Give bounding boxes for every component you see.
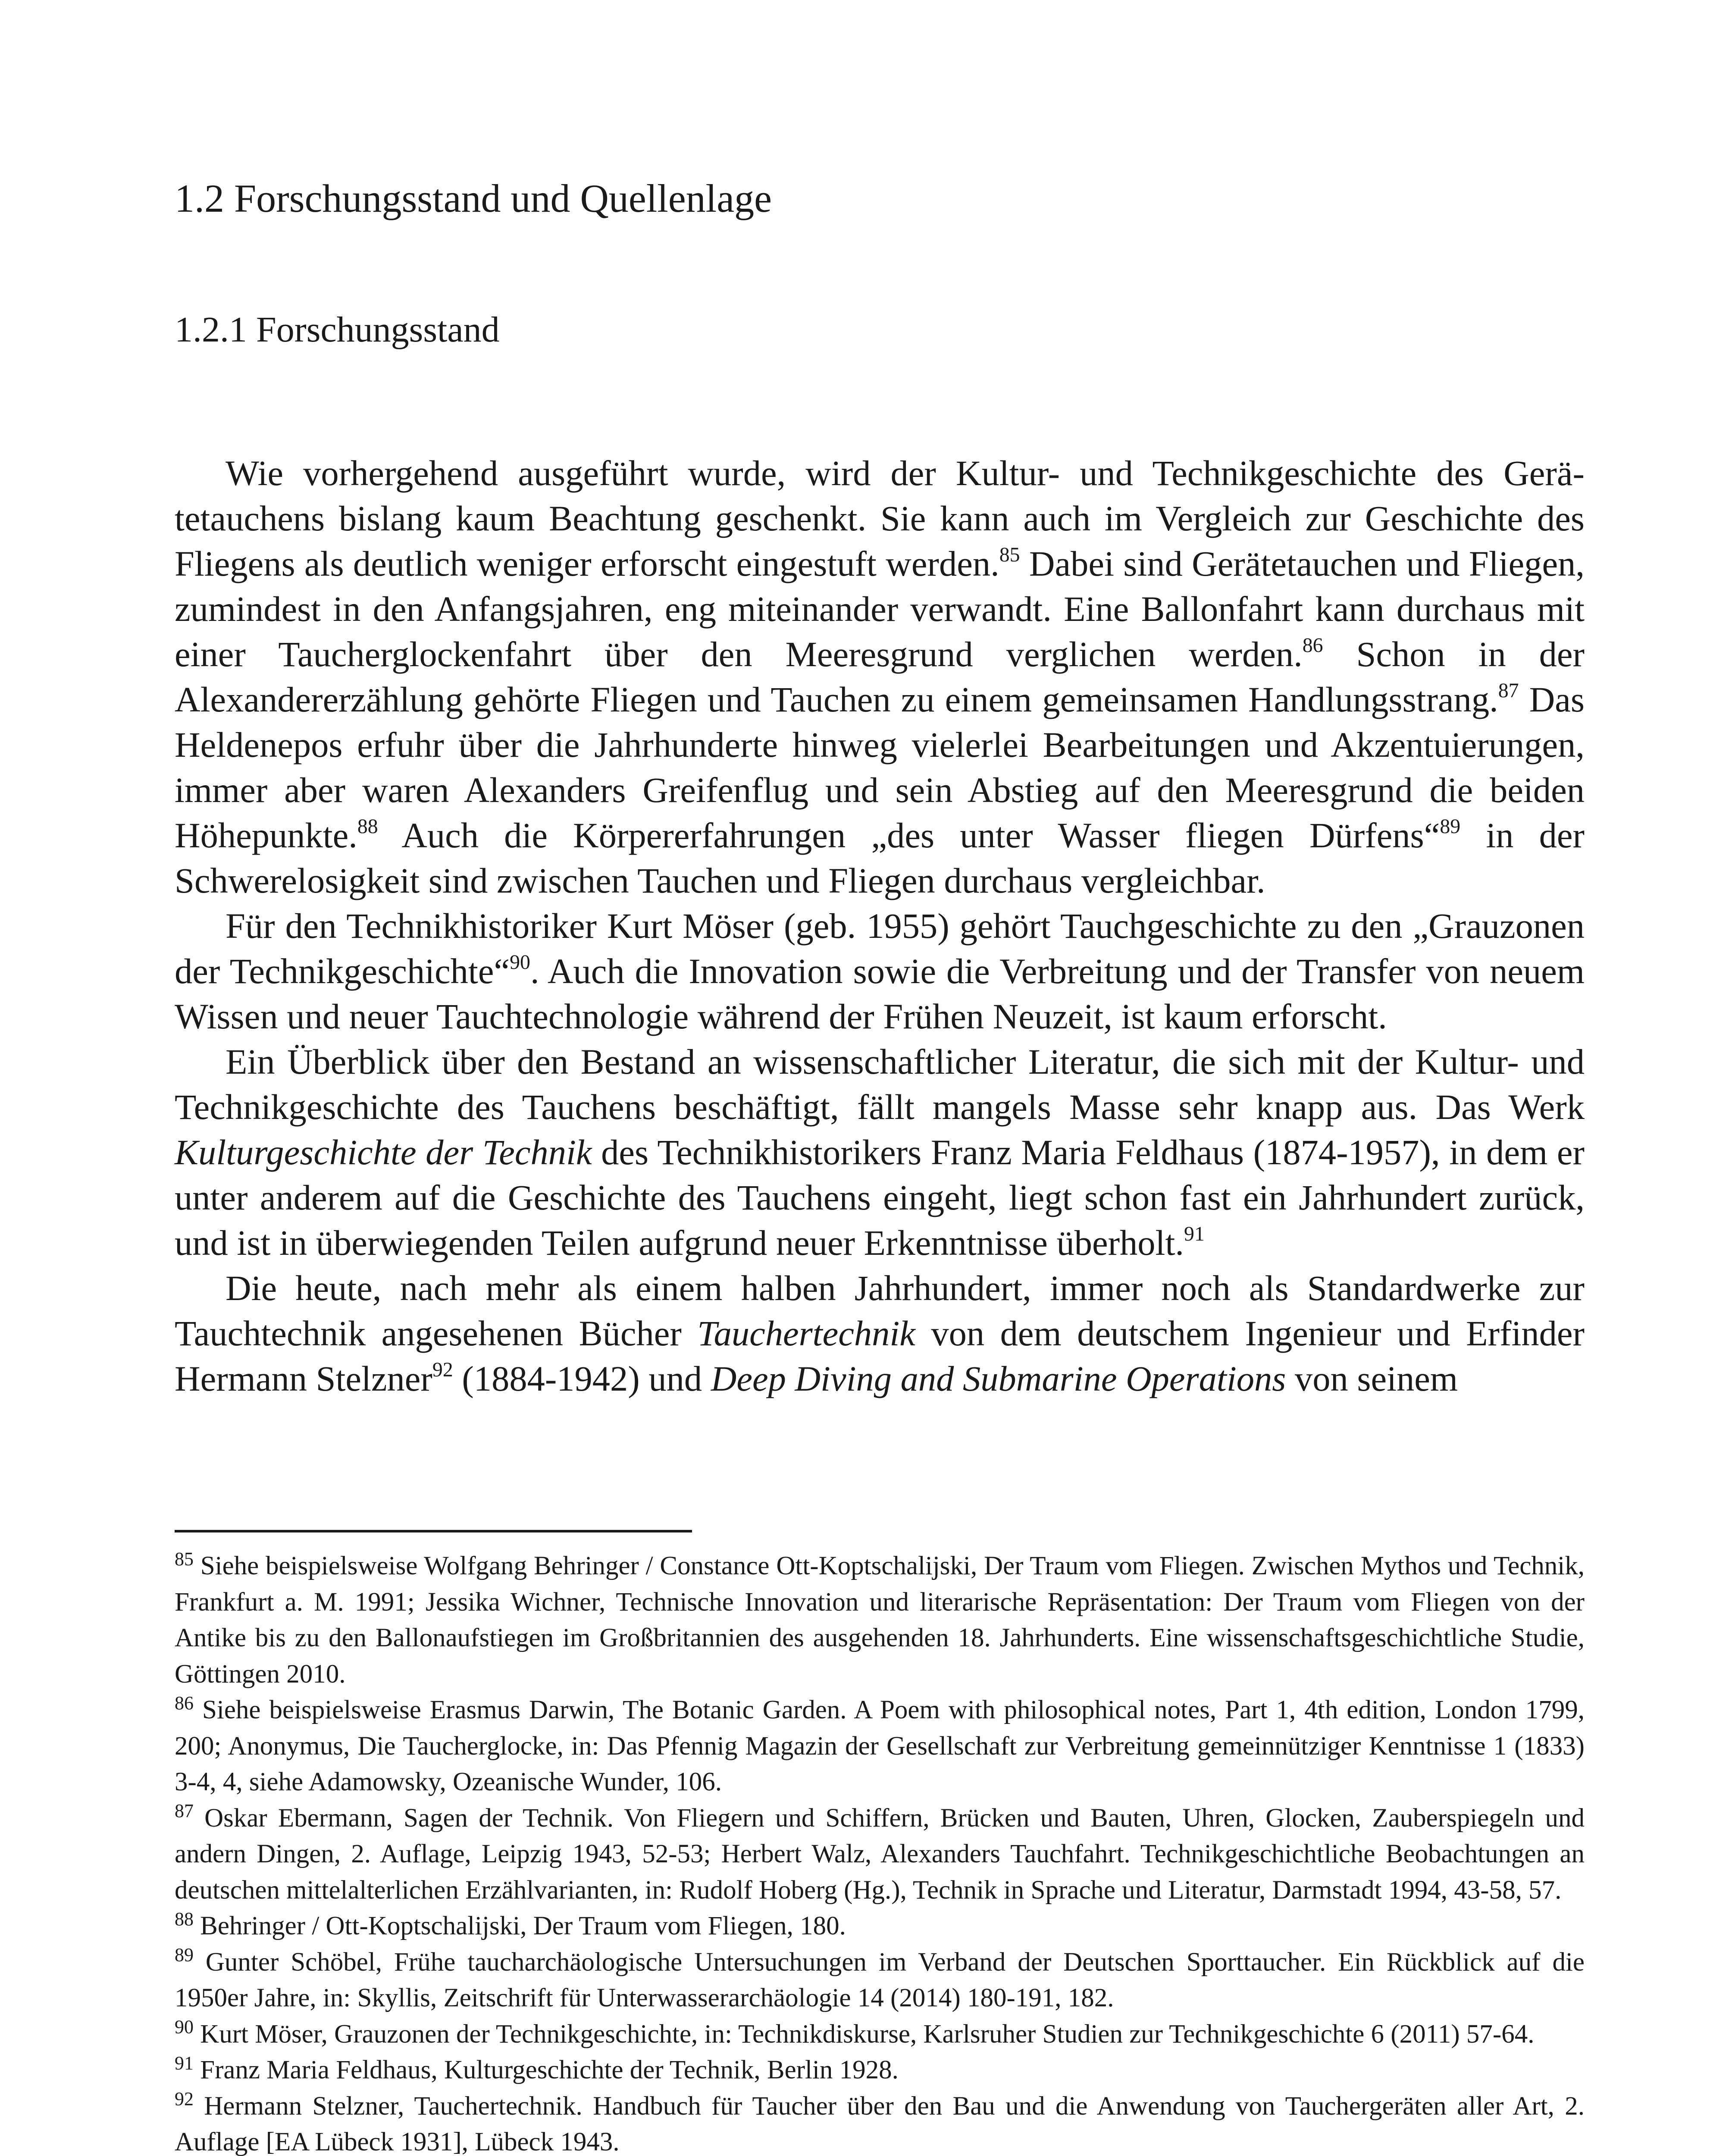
paragraph-3: Ein Überblick über den Bestand an wissenschaftlicher Literatur, die sich mit der Kultur- und Technikgeschichte des Tauchens beschäftigt, fällt mangels Masse sehr knapp aus. Das Werk Kulturgeschichte der Technik des Technikhistorikers Franz Maria Feldhaus (1874-1957), in dem er unter anderem auf die Geschichte des Tauchens eingeht, liegt schon fast ein Jahrhundert zurück, und ist in überwiegenden Teilen aufgrund neuer Erkenntnisse überholt.$^{91}$ <box>175 1042 1585 1263</box>
footnote-91: $^{91}$ Franz Maria Feldhaus, Kulturgeschichte der Technik, Berlin 1928. <box>175 2052 899 2084</box>
subsection-heading: 1.2.1 Forschungsstand <box>175 310 500 350</box>
footnote-92: $^{92}$ Hermann Stelzner, Tauchertechnik. Handbuch für Taucher über den Bau und die Anwendung von Tauchergeräten aller Art, 2. Auflage [EA Lübeck 1931], Lübeck 1943. <box>175 2088 1585 2156</box>
paragraph-1: Wie vorhergehend ausgeführt wurde, wird der Kultur- und Technikgeschichte des Gerätetauchens bislang kaum Beachtung geschenkt. Sie kann auch im Vergleich zur Geschichte des Fliegens als deutlich weniger erforscht eingestuft werden.$^{85}$ Dabei sind Gerätetauchen und Fliegen, zumindest in den Anfangsjahren, eng miteinander verwandt. Eine Ballonfahrt kann durchaus mit einer Taucherglockenfahrt über den Meeresgrund verglichen werden.$^{86}$ Schon in der Alexandererzählung gehörte Fliegen und Tauchen zu einem gemeinsamen Handlungsstrang.$^{87}$ Das Heldenepos erfuhr über die Jahrhunderte hinweg vielerlei Bearbeitungen und Akzentuierungen, immer aber waren Alexanders Greifenflug und sein Abstieg auf den Meeresgrund die beiden Höhepunkte.$^{88}$ Auch die Körpererfahrungen „des unter Wasser fliegen Dürfens“$^{89}$ in der Schwerelosigkeit sind zwischen Tauchen und Fliegen durchaus vergleichbar. <box>175 453 1585 900</box>
footnote-ref-88[interactable]: 88 <box>357 815 378 838</box>
paragraph-4: Die heute, nach mehr als einem halben Jahrhundert, immer noch als Standardwerke zur Tauchtechnik angesehenen Bücher Tauchertechnik von dem deutschem Ingenieur und Erfinder Hermann Stelzner$^{92}$ (1884-1942) und Deep Diving and Submarine Operations von seinem <box>175 1268 1585 1398</box>
footnote-ref-91[interactable]: 91 <box>1184 1222 1205 1245</box>
footnote-ref-85[interactable]: 85 <box>999 543 1020 566</box>
footnote-ref-92[interactable]: 92 <box>432 1358 453 1381</box>
footnote-87: $^{87}$ Oskar Ebermann, Sagen der Technik. Von Fliegern und Schiffern, Brücken und Bauten, Uhren, Glocken, Zauberspiegeln und andern Dingen, 2. Auflage, Leipzig 1943, 52-53; Herbert Walz, Alexanders Tauchfahrt. Technikgeschichtliche Beobachtungen an deutschen mittelalterlichen Erzählvarianten, in: Rudolf Hoberg (Hg.), Technik in Sprache und Literatur, Darmstadt 1994, 43-58, 57. <box>175 1800 1585 1905</box>
footnote-separator <box>175 1530 692 1532</box>
footnote-86: $^{86}$ Siehe beispielsweise Erasmus Darwin, The Botanic Garden. A Poem with philosophical notes, Part 1, 4th edition, London 1799, 200; Anonymus, Die Taucherglocke, in: Das Pfennig Magazin der Gesellschaft zur Verbreitung gemeinnütziger Kenntnisse 1 (1833) 3-4, 4, siehe Adamowsky, Ozeanische Wunder, 106. <box>175 1692 1585 1796</box>
footnotes <box>175 1548 1585 2156</box>
footnote-88: $^{88}$ Behringer / Ott-Koptschalijski, Der Traum vom Fliegen, 180. <box>175 1908 846 1940</box>
footnote-ref-89[interactable]: 89 <box>1440 815 1461 838</box>
section-heading: 1.2 Forschungsstand und Quellenlage <box>175 176 772 220</box>
footnote-ref-87[interactable]: 87 <box>1498 679 1519 702</box>
footnote-ref-86[interactable]: 86 <box>1302 633 1323 657</box>
body-text <box>175 451 1585 1401</box>
footnote-89: $^{89}$ Gunter Schöbel, Frühe taucharchäologische Untersuchungen im Verband der Deutschen Sporttaucher. Ein Rückblick auf die 1950er Jahre, in: Skyllis, Zeitschrift für Unterwasserarchäologie 14 (2014) 180-191, 182. <box>175 1944 1585 2012</box>
footnote-90: $^{90}$ Kurt Möser, Grauzonen der Technikgeschichte, in: Technikdiskurse, Karlsruher Studien zur Technikgeschichte 6 (2011) 57-64. <box>175 2016 1535 2049</box>
footnote-85: $^{85}$ Siehe beispielsweise Wolfgang Behringer / Constance Ott-Koptschalijski, Der Traum vom Fliegen. Zwischen Mythos und Technik, Frankfurt a. M. 1991; Jessika Wichner, Technische Innovation und literarische Repräsentation: Der Traum vom Fliegen von der Antike bis zu den Ballonaufstiegen im Großbritannien des ausgehenden 18. Jahrhunderts. Eine wissenschaftsgeschichtliche Studie, Göttingen 2010. <box>175 1548 1585 1689</box>
paragraph-2: Für den Technikhistoriker Kurt Möser (geb. 1955) gehört Tauchgeschichte zu den „Grauzonen der Technikgeschichte“$^{90}$. Auch die Innovation sowie die Verbreitung und der Transfer von neuem Wissen und neuer Tauchtechnologie während der Frühen Neuzeit, ist kaum erforscht. <box>175 906 1585 1036</box>
book-title-italic: Tauchertechnik <box>697 1313 915 1353</box>
book-title-italic: Deep Diving and Submarine Operations <box>711 1359 1286 1398</box>
book-title-italic: Kulturgeschichte der Technik <box>175 1132 592 1172</box>
footnote-ref-90[interactable]: 90 <box>510 950 530 974</box>
